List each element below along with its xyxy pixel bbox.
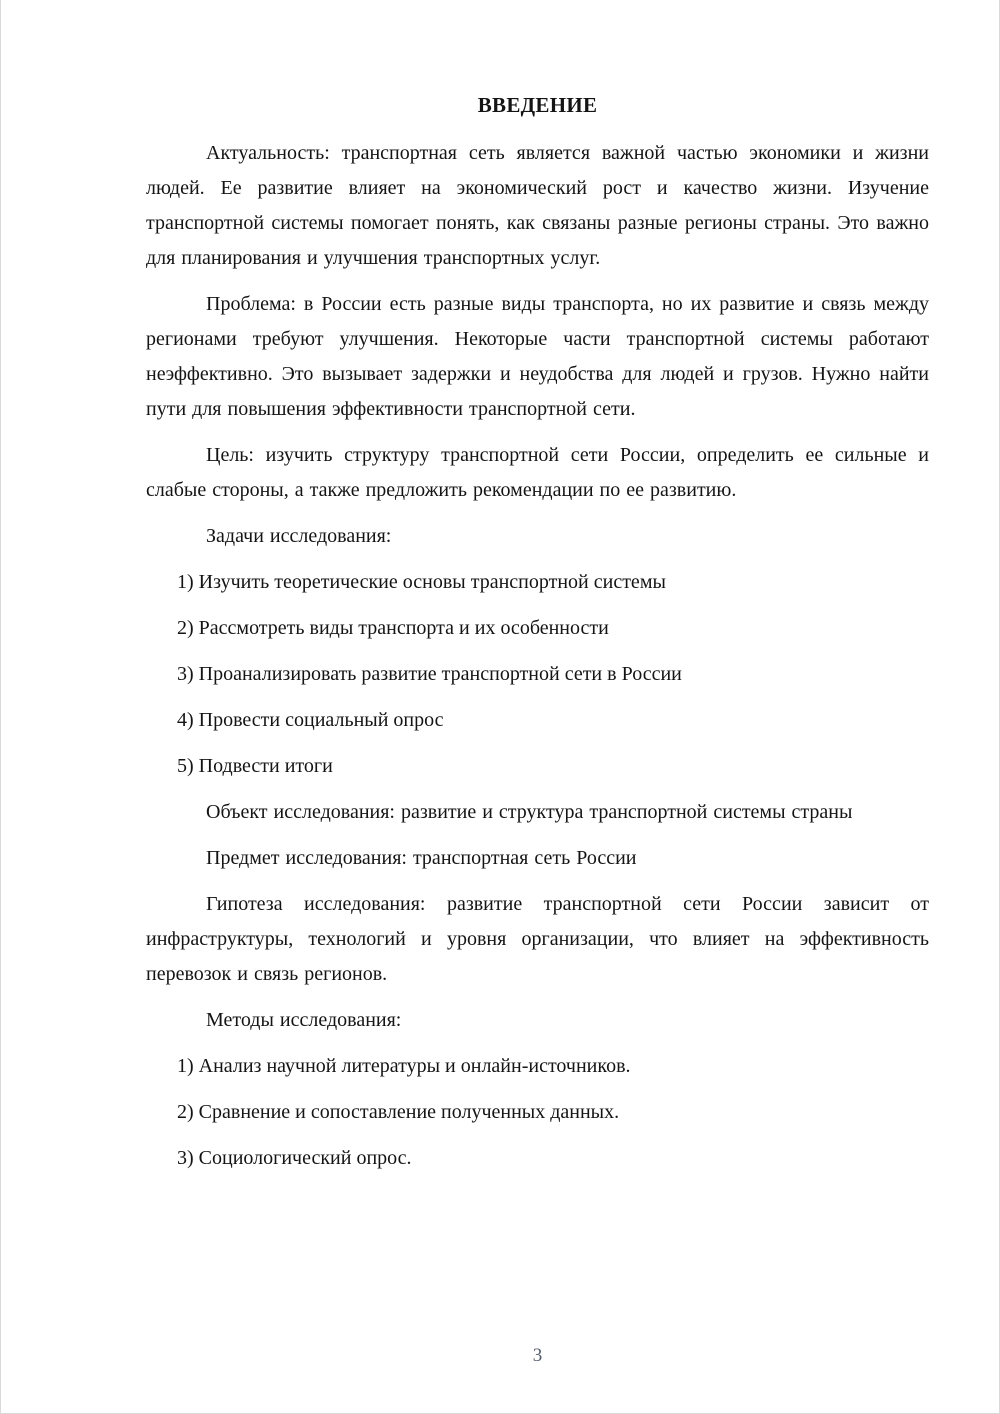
paragraph-subject: Предмет исследования: транспортная сеть России bbox=[206, 847, 637, 869]
method-list-item-1: 1) Анализ научной литературы и онлайн-источников. bbox=[177, 1055, 631, 1077]
task-list-item-4: 4) Провести социальный опрос bbox=[177, 709, 444, 731]
task-list-item-2: 2) Рассмотреть виды транспорта и их особенности bbox=[177, 617, 609, 639]
paragraph-relevance: Актуальность: транспортная сеть является важной частью экономики и жизни людей. Ее развитие влияет на экономический рост и качество жизни. Изучение транспортной системы помогает понять, как связаны разные регионы страны. Это важно для планирования и улучшения транспортных услуг. bbox=[146, 142, 929, 269]
page-title: ВВЕДЕНИЕ bbox=[477, 93, 598, 117]
task-list-item-5: 5) Подвести итоги bbox=[177, 755, 333, 777]
paragraph-object: Объект исследования: развитие и структура транспортной системы страны bbox=[206, 801, 853, 823]
method-list-item-2: 2) Сравнение и сопоставление полученных данных. bbox=[177, 1101, 620, 1123]
paragraph-problem: Проблема: в России есть разные виды транспорта, но их развитие и связь между регионами требуют улучшения. Некоторые части транспортной системы работают неэффективно. Это вызывает задержки и неудобства для людей и грузов. Нужно найти пути для повышения эффективности транспортной сети. bbox=[146, 293, 929, 420]
paragraph-methods-heading: Методы исследования: bbox=[206, 1009, 402, 1031]
paragraph-tasks-heading: Задачи исследования: bbox=[206, 525, 392, 547]
task-list-item-1: 1) Изучить теоретические основы транспортной системы bbox=[177, 571, 666, 593]
method-list-item-3: 3) Социологический опрос. bbox=[177, 1147, 412, 1169]
page-number: 3 bbox=[532, 1345, 543, 1366]
paragraph-goal: Цель: изучить структуру транспортной сети России, определить ее сильные и слабые стороны, а также предложить рекомендации по ее развитию. bbox=[146, 444, 929, 501]
paragraph-hypothesis: Гипотеза исследования: развитие транспортной сети России зависит от инфраструктуры, технологий и уровня организации, что влияет на эффективность перевозок и связь регионов. bbox=[146, 893, 929, 985]
task-list-item-3: 3) Проанализировать развитие транспортной сети в России bbox=[177, 663, 682, 685]
